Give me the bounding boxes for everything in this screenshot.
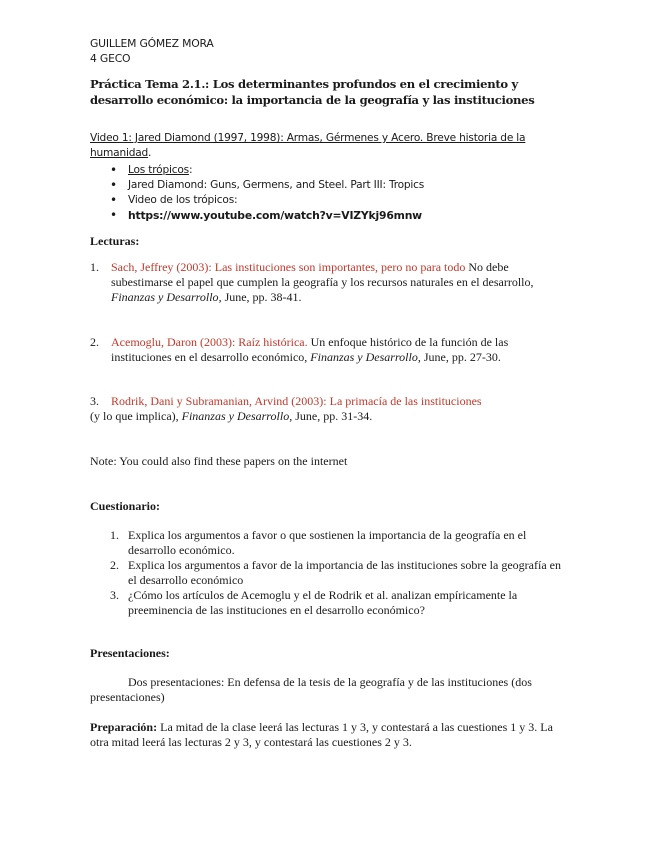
author-block (90, 36, 570, 66)
ref-pages: , June, pp. 38-41. (218, 290, 302, 304)
tropicos-colon: : (188, 164, 193, 176)
question-text: ¿Cómo los artículos de Acemoglu y el de Rodrik et al. analizan empíricamente la preeminencia de las instituciones en el desarrollo económico? (128, 588, 518, 617)
preparacion-label: Preparación: (90, 720, 158, 734)
lecturas-heading: Lecturas: (90, 234, 140, 248)
ref-second-line (90, 409, 570, 424)
list-item: • Jared Diamond: Guns, Germens, and Steel. Part III: Tropics (90, 178, 570, 193)
presentaciones-text: Dos presentaciones: En defensa de la tesis de la geografía y de las instituciones (dos presentaciones) (90, 675, 532, 704)
presentaciones-heading: Presentaciones: (90, 646, 170, 660)
video-heading (90, 131, 560, 161)
preparacion-paragraph (90, 720, 570, 750)
ref-number: 1. (90, 260, 99, 274)
preparacion-text: La mitad de la clase leerá las lecturas 1 y 3, y contestará a las cuestiones 1 y 3. La otra mitad leerá las lecturas 2 y 3, y contestará las cuestiones 2 y 3. (90, 720, 553, 749)
ref-journal: Finanzas y Desarrollo (111, 290, 219, 304)
question-number: 3. (110, 588, 119, 602)
tropicos-label: Los trópicos (128, 164, 189, 176)
video-heading-end: . (148, 147, 152, 159)
ref-number: 3. (90, 394, 99, 408)
ref-text: No debe subestimarse el papel que cumplen la geografía y los recursos naturales en el desarrollo, (111, 260, 534, 289)
internet-note: Note: You could also find these papers on the internet (90, 454, 348, 468)
question-number: 2. (110, 558, 119, 572)
list-item: • Video de los trópicos: (90, 193, 570, 208)
youtube-link[interactable]: https://www.youtube.com/watch?v=VIZYkj96mnw (128, 209, 422, 222)
list-item (90, 208, 570, 224)
ref-journal: Finanzas y Desarrollo (310, 350, 418, 364)
ref-text: (y lo que implica), (90, 409, 182, 423)
reading-ref-2 (90, 335, 570, 365)
list-item (90, 163, 570, 178)
question-text: Explica los argumentos a favor o que sostienen la importancia de la geografía en el desarrollo económico. (128, 528, 527, 557)
cuestionario-heading: Cuestionario: (90, 499, 160, 513)
reading-ref-1 (90, 260, 570, 305)
question-item (90, 588, 570, 618)
question-item (90, 558, 570, 588)
document-page (90, 36, 570, 750)
author-group: 4 GECO (90, 52, 131, 65)
ref-pages: , June, pp. 31-34. (289, 409, 373, 423)
ref-number: 2. (90, 335, 99, 349)
document-title: Práctica Tema 2.1.: Los determinantes profundos en el crecimiento y desarrollo económico: la importancia de la geografía y las instituciones (90, 77, 535, 107)
ref-journal: Finanzas y Desarrollo (181, 409, 290, 423)
ref-text: Un enfoque histórico de la función de las instituciones en el desarrollo económico, (111, 335, 509, 364)
video-heading-text: Video 1: Jared Diamond (1997, 1998): Armas, Gérmenes y Acero. Breve historia de la humanidad (90, 132, 526, 159)
ref-first-line (90, 394, 570, 409)
reading-ref-3 (90, 394, 570, 424)
reading-link[interactable]: Rodrik, Dani y Subramanian, Arvind (2003): La primacía de las instituciones (111, 394, 482, 408)
author-name: GUILLEM GÓMEZ MORA (90, 37, 214, 50)
question-text: Explica los argumentos a favor de la importancia de las instituciones sobre la geografía en el desarrollo económico (128, 558, 561, 587)
reading-link[interactable]: Sach, Jeffrey (2003): Las instituciones son importantes, pero no para todo (111, 260, 466, 274)
question-list (90, 528, 570, 618)
video-list (90, 163, 570, 224)
question-item (90, 528, 570, 558)
ref-pages: , June, pp. 27-30. (417, 350, 501, 364)
reading-link[interactable]: Acemoglu, Daron (2003): Raíz histórica. (111, 335, 308, 349)
question-number: 1. (110, 528, 119, 542)
